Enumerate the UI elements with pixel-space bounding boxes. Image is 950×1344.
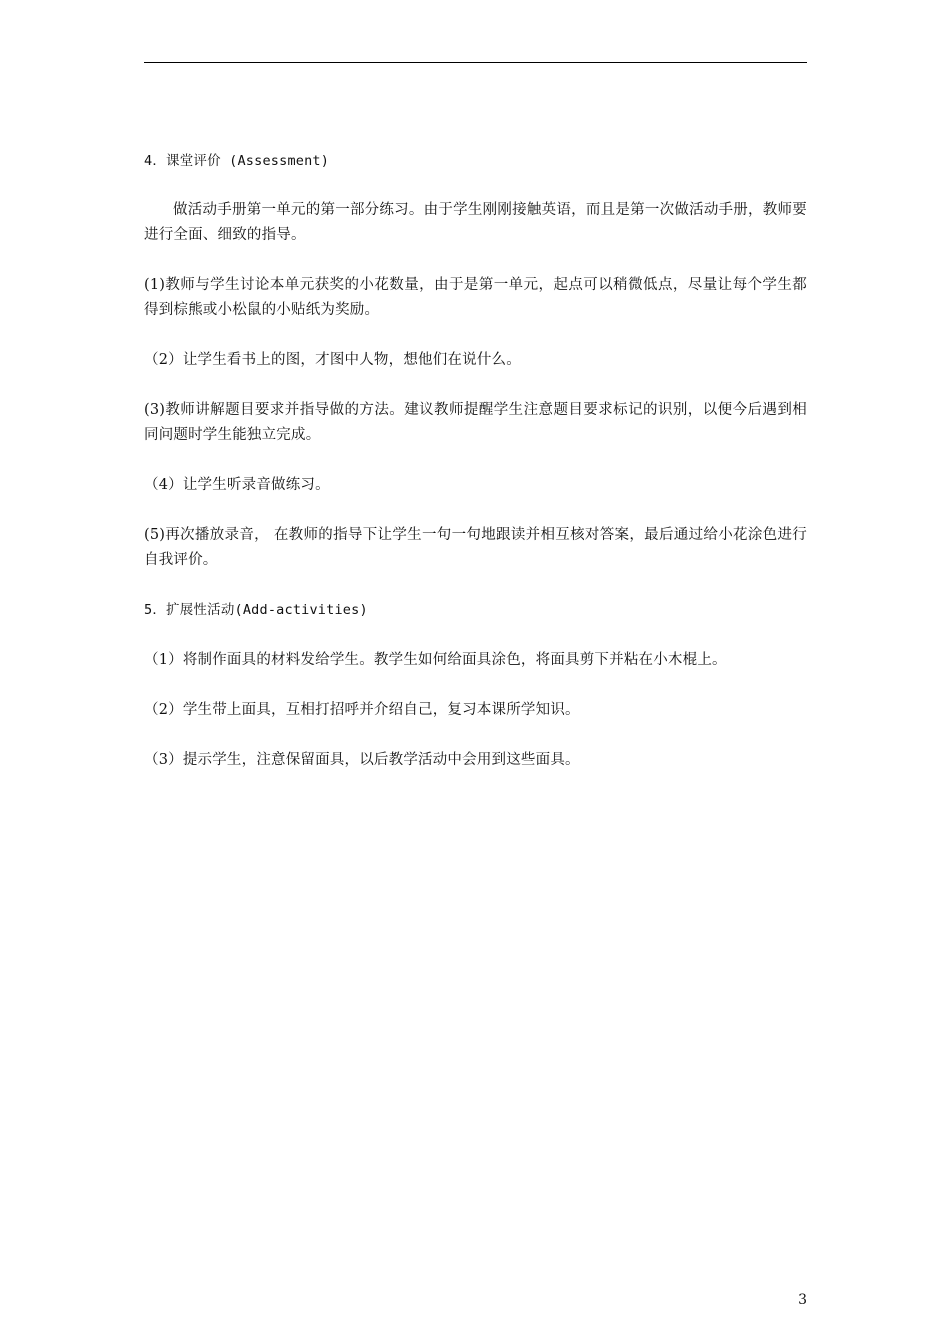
header-rule [144,62,807,63]
assessment-item-3: (3)教师讲解题目要求并指导做的方法。建议教师提醒学生注意题目要求标记的识别，以便今后遇到相同问题时学生能独立完成。 [144,402,807,443]
assessment-item-4: （4）让学生听录音做练习。 [144,477,330,493]
section-heading-add-activities: 5．扩展性活动(Add-activities) [144,602,368,618]
section-heading-assessment: 4．课堂评价 (Assessment) [144,153,330,169]
add-activity-item-1: （1）将制作面具的材料发给学生。教学生如何给面具涂色，将面具剪下并粘在小木棍上。 [144,652,727,668]
add-activity-item-2: （2）学生带上面具，互相打招呼并介绍自己，复习本课所学知识。 [144,702,580,718]
page-number: 3 [798,1292,807,1308]
add-activity-item-3: （3）提示学生，注意保留面具，以后教学活动中会用到这些面具。 [144,752,580,768]
assessment-item-2: （2）让学生看书上的图，才图中人物，想他们在说什么。 [144,352,521,368]
assessment-item-5: (5)再次播放录音， 在教师的指导下让学生一句一句地跟读并相互核对答案，最后通过给小花涂色进行自我评价。 [144,527,807,568]
assessment-item-1: (1)教师与学生讨论本单元获奖的小花数量，由于是第一单元，起点可以稍微低点，尽量让每个学生都得到棕熊或小松鼠的小贴纸为奖励。 [144,277,807,318]
assessment-intro-paragraph: 做活动手册第一单元的第一部分练习。由于学生刚刚接触英语，而且是第一次做活动手册，教师要进行全面、细致的指导。 [144,202,807,243]
